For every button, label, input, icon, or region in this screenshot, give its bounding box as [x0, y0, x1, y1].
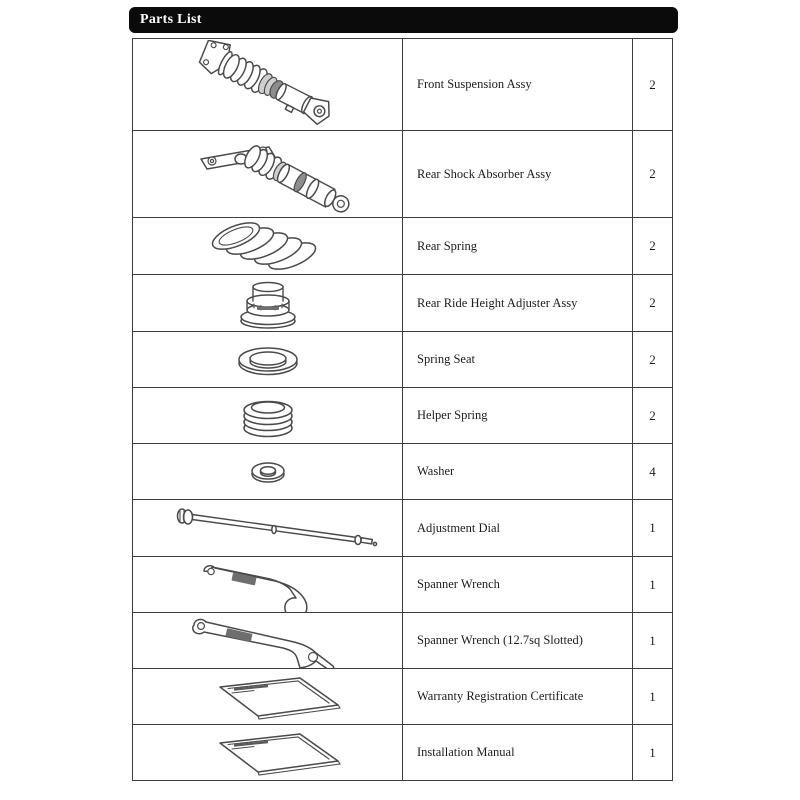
- part-quantity: 1: [633, 613, 673, 669]
- illustration-cell: [133, 613, 403, 669]
- part-name: Spanner Wrench (12.7sq Slotted): [403, 613, 633, 669]
- table-row: [133, 669, 673, 725]
- part-name: Front Suspension Assy: [403, 39, 633, 131]
- rear-shock-absorber-assy-icon: [143, 133, 393, 215]
- part-quantity: 1: [633, 500, 673, 557]
- part-name: Spring Seat: [403, 332, 633, 388]
- part-quantity: 2: [633, 39, 673, 131]
- illustration-cell: [133, 500, 403, 557]
- helper-spring-icon: [218, 390, 318, 442]
- illustration-cell: [133, 444, 403, 500]
- spanner-wrench-slotted-icon: [168, 614, 368, 668]
- part-name: Adjustment Dial: [403, 500, 633, 557]
- part-quantity: 2: [633, 131, 673, 218]
- table-row: [133, 725, 673, 781]
- parts-table: [132, 38, 673, 781]
- spanner-wrench-icon: [178, 558, 358, 612]
- part-name: Rear Ride Height Adjuster Assy: [403, 275, 633, 332]
- illustration-cell: [133, 557, 403, 613]
- illustration-cell: [133, 275, 403, 332]
- part-quantity: 4: [633, 444, 673, 500]
- table-row: [133, 39, 673, 131]
- part-quantity: 2: [633, 332, 673, 388]
- table-row: [133, 388, 673, 444]
- page-title: Parts List: [140, 12, 202, 27]
- part-quantity: 1: [633, 725, 673, 781]
- illustration-cell: [133, 332, 403, 388]
- part-quantity: 2: [633, 275, 673, 332]
- table-row: [133, 275, 673, 332]
- adjustment-dial-icon: [153, 503, 383, 553]
- illustration-cell: [133, 218, 403, 275]
- part-quantity: 1: [633, 557, 673, 613]
- table-row: [133, 332, 673, 388]
- part-name: Installation Manual: [403, 725, 633, 781]
- table-row: [133, 613, 673, 669]
- illustration-cell: [133, 388, 403, 444]
- table-row: [133, 444, 673, 500]
- front-suspension-assy-icon: [143, 40, 393, 130]
- illustration-cell: [133, 725, 403, 781]
- rear-ride-height-adjuster-assy-icon: [208, 277, 328, 330]
- part-quantity: 2: [633, 218, 673, 275]
- part-quantity: 1: [633, 669, 673, 725]
- table-row: [133, 131, 673, 218]
- part-name: Rear Spring: [403, 218, 633, 275]
- table-row: [133, 218, 673, 275]
- illustration-cell: [133, 131, 403, 218]
- washer-icon: [233, 451, 303, 493]
- spring-seat-icon: [218, 337, 318, 383]
- warranty-registration-certificate-icon: [178, 670, 358, 724]
- part-name: Rear Shock Absorber Assy: [403, 131, 633, 218]
- installation-manual-icon: [178, 726, 358, 780]
- illustration-cell: [133, 39, 403, 131]
- illustration-cell: [133, 669, 403, 725]
- table-row: [133, 500, 673, 557]
- part-name: Washer: [403, 444, 633, 500]
- rear-spring-icon: [188, 219, 348, 274]
- part-name: Spanner Wrench: [403, 557, 633, 613]
- part-quantity: 2: [633, 388, 673, 444]
- parts-list-header: [129, 7, 678, 33]
- part-name: Warranty Registration Certificate: [403, 669, 633, 725]
- table-row: [133, 557, 673, 613]
- part-name: Helper Spring: [403, 388, 633, 444]
